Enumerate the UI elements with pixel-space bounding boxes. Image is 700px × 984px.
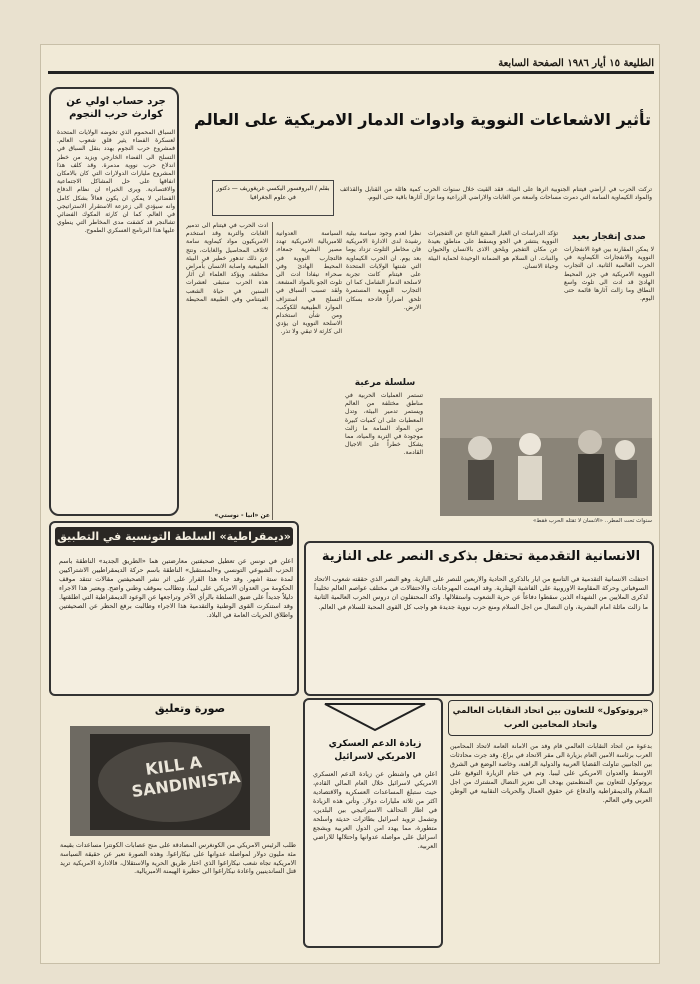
side-article-box bbox=[49, 87, 179, 516]
main-col-f: تستمر العمليات الحربية في مناطق مختلفة من العالم ويستمر تدمير البيئة، وتدل المعطيات على ان كميات كبيرة من المواد السامة ما زالت موجودة في التربة والمياه، مما يشكل خطراً على الاجيال القادمة. bbox=[345, 392, 423, 457]
main-headline: تأثير الاشعاعات النووية وادوات الدمار الامريكية على العالم bbox=[194, 110, 651, 129]
sign-text: KILL A SANDINISTA bbox=[130, 752, 242, 802]
image-comment-headline: صورة وتعليق bbox=[154, 702, 226, 715]
page-header: الطليعة ١٥ أيار ١٩٨٦ الصفحة السابعة bbox=[48, 58, 654, 74]
byline: بقلم / البروفسور اليكسي غريغوريف — دكتور في علوم الجغرافيا bbox=[216, 185, 330, 201]
image-comment-text: طلب الرئيس الامريكي من الكونغرس المصادقة على منح عصابات الكونترا مساعدات بقيمة مئة مليون دولار لمواصلة عدوانها على نيكاراغوا. وهذه الصورة تعبر عن حقيقة السياسة الامريكية تجاه شعب نيكاراغوا الذي اختار طريق الحرية والاستقلال، فالادارة الامريكية تريد قتل الساندينيين واعادة نيكاراغوا الى حظيرة الهيمنة الامبريالية. bbox=[60, 842, 296, 876]
photo-caption: سنوات تحت المطر.. «الانسان لا تقتله الحرب فقط» bbox=[533, 518, 652, 524]
victory-box bbox=[304, 541, 654, 696]
military-headline: زيادة الدعم العسكري الامريكي لاسرائيل bbox=[328, 739, 422, 762]
source-note: عن «انبا - نوستي» bbox=[214, 512, 270, 519]
military-banner-shape bbox=[305, 700, 443, 734]
protocol-headline-box bbox=[448, 700, 653, 736]
main-col-e: لا يمكن المقارنة بين قوة الانفجارات النووية والانفجارات الكيماوية في الحرب العالمية الثانية. ان التجارب النووية الامريكية في جزر المحيط الهادئ قد ادت الى تلوث واسع النطاق وما زالت آثارها قائمة حتى اليوم. bbox=[564, 246, 654, 303]
subhead-echo: صدى إنفجار بعيد bbox=[572, 232, 646, 242]
main-col-a: ادت الحرب في فيتنام الى تدمير الغابات والتربة وقد استخدم الامريكيون مواد كيماوية سامة لاتلاف المحاصيل والغابات، ونتج عن ذلك تدهور خطير في البيئة الطبيعية واصابة الانسان بأمراض مختلفة. ويؤكد العلماء ان آثار هذه الحرب ستبقى لعشرات السنين في حياة الشعب الفيتنامي وفي الطبيعة المحيطة به. bbox=[186, 222, 268, 312]
children-photo-drawing bbox=[440, 398, 652, 516]
military-box bbox=[303, 698, 443, 948]
military-text: اعلن في واشنطن عن زيادة الدعم العسكري الامريكي لاسرائيل خلال العام المالي القادم، حيث ستبلغ المساعدات العسكرية والاقتصادية اكثر من ثلاثة مليارات دولار. وتأتي هذه الزيادة في اطار التحالف الاستراتيجي بين البلدين، وتشمل تزويد اسرائيل بطائرات حديثة واسلحة متطورة، مما يهدد امن الدول العربية ويشجع اسرائيل على مواصلة عدوانها واحتلالها للاراضي العربية. bbox=[313, 771, 437, 850]
children-photo bbox=[440, 398, 652, 516]
victory-text: احتفلت الانسانية التقدمية في التاسع من ايار بالذكرى الحادية والاربعين للنصر على النازية. وهو النصر الذي حققته شعوب الاتحاد السوفياتي وحركة المقاومة الاوروبية على الفاشية الهتلرية. وقد اقيمت المهرجانات والاحتفالات في مختلف عواصم العالم تخليداً لذكرى الملايين من الشهداء الذين سقطوا دفاعاً عن حرية الشعوب واستقلالها. واكد المحتفلون ان دروس الحرب العالمية الثانية ما زالت ماثلة امام البشرية، وان النضال من اجل السلام ومنع حرب نووية جديدة هو واجب كل القوى المحبة للسلام في العالم. bbox=[314, 575, 648, 611]
tunisia-headline: «ديمقراطية» السلطة التونسية في التطبيق bbox=[57, 530, 291, 543]
main-col-c: نظراً لعدم وجود سياسة بيئية رشيدة لدى الادارة الامريكية فان مخاطر التلوث تزداد يوما بعد يوم. ان الحرب الكيماوية التي شنتها الولايات المتحدة على فيتنام كانت تجربة لاسلحة الدمار الشامل، كما ان التجارب النووية المستمرة تلحق اضراراً فادحة بسكان الارض. bbox=[346, 230, 421, 311]
divider bbox=[272, 222, 273, 520]
sandinista-photo bbox=[70, 726, 270, 836]
main-col-b: السياسة العدوانية للامبريالية الامريكية تهدد مصير البشرية جمعاء، فالتجارب النووية في المحيط الهادئ وفي صحراء نيفادا ادت الى تلوث الجو بالمواد المشعة. ولقد تسبب السباق في التسلح في استنزاف الموارد الطبيعية للكوكب، ومن شأن استخدام الاسلحة النووية ان يؤدي الى كارثة لا تبقي ولا تذر. bbox=[276, 230, 342, 336]
victory-headline: الانسانية التقدمية تحتفل بذكرى النصر على النازية bbox=[321, 549, 641, 564]
side-article-headline: جرد حساب اولي عن كوارث حرب النجوم bbox=[66, 96, 166, 120]
tunisia-text: اعلن في تونس عن تعطيل صحيفتين معارضتين هما «الطريق الجديد» الناطقة باسم الحزب الشيوعي التونسي و«المستقبل» الناطقة باسم حركة الديمقراطيين الاشتراكيين لمدة ستة اشهر. وقد جاء هذا القرار على اثر نشر الصحيفتين مقالات تنتقد موقف الحكومة من العدوان الامريكي على ليبيا، وتطالب بموقف وطني واضح. ويعتبر هذا الاجراء دليلاً جديداً على ضيق السلطة بالرأي الآخر وتراجعها عن الوعود الديمقراطية التي اطلقتها. وقد استنكرت القوى الوطنية والتقدمية هذا الاجراء وطالبت برفع الحظر عن الصحيفتين واطلاق الحريات العامة في البلاد. bbox=[59, 557, 293, 619]
protocol-text: بدعوة من اتحاد النقابات العالمي قام وفد من الامانة العامة لاتحاد المحامين العرب برئاسة الامين العام بزيارة الى مقر الاتحاد في براغ. وقد جرت محادثات بين الجانبين تناولت القضايا العربية والدولية الراهنة، وخاصة الوضع في الشرق الاوسط والعدوان الامريكي على ليبيا. وتم في ختام الزيارة التوقيع على بروتوكول للتعاون بين المنظمتين يهدف الى تعزيز النضال المشترك من اجل السلام والديمقراطية والدفاع عن حقوق العمال والحريات النقابية في الوطن العربي وفي العالم. bbox=[450, 743, 652, 804]
main-intro: تركت الحرب في اراضي فيتنام الجنوبية اثرها على البيئة. فقد القيت خلال سنوات الحرب كمية هائلة من القنابل والقذائف والمواد الكيماوية السامة التي دمرت مساحات واسعة من الغابات والاراضي الزراعية وما تزال آثارها باقية حتى اليوم. bbox=[340, 186, 652, 202]
tunisia-headline-bar bbox=[55, 527, 293, 546]
protocol-headline: «بروتوكول» للتعاون بين اتحاد النقابات العالمي واتحاد المحامين العرب bbox=[452, 706, 649, 730]
subhead-chain: سلسلة مرعبة bbox=[354, 378, 416, 388]
byline-box bbox=[212, 180, 334, 216]
side-article-text: السباق المحموم الذي تخوضه الولايات المتحدة لعسكرة الفضاء يثير قلق شعوب العالم. فمشروع حرب النجوم يهدد بنقل السباق في التسلح الى الفضاء الخارجي ويزيد من خطر اندلاع حرب نووية مدمرة. وقد كلف هذا المشروع مليارات الدولارات التي كان بالامكان انفاقها على حل المشاكل الاجتماعية والاقتصادية. ويرى الخبراء ان نظام الدفاع الفضائي لا يمكن ان يكون فعالاً بشكل كامل وانه سيؤدي الى زعزعة الاستقرار الاستراتيجي في العالم. كما ان كارثة المكوك الفضائي تشالنجر قد كشفت مدى المخاطر التي ينطوي عليها هذا البرنامج العسكري الطموح. bbox=[57, 129, 175, 235]
main-col-d: تؤكد الدراسات ان الغبار المشع الناتج عن التفجيرات النووية ينتشر في الجو ويسقط على مناطق بعيدة عن مكان التفجير ويلحق الاذى بالانسان والحيوان والنبات. ان السلام هو الضمانة الوحيدة لحماية البيئة وحياة الانسان. bbox=[428, 230, 558, 270]
tunisia-box bbox=[49, 521, 299, 696]
